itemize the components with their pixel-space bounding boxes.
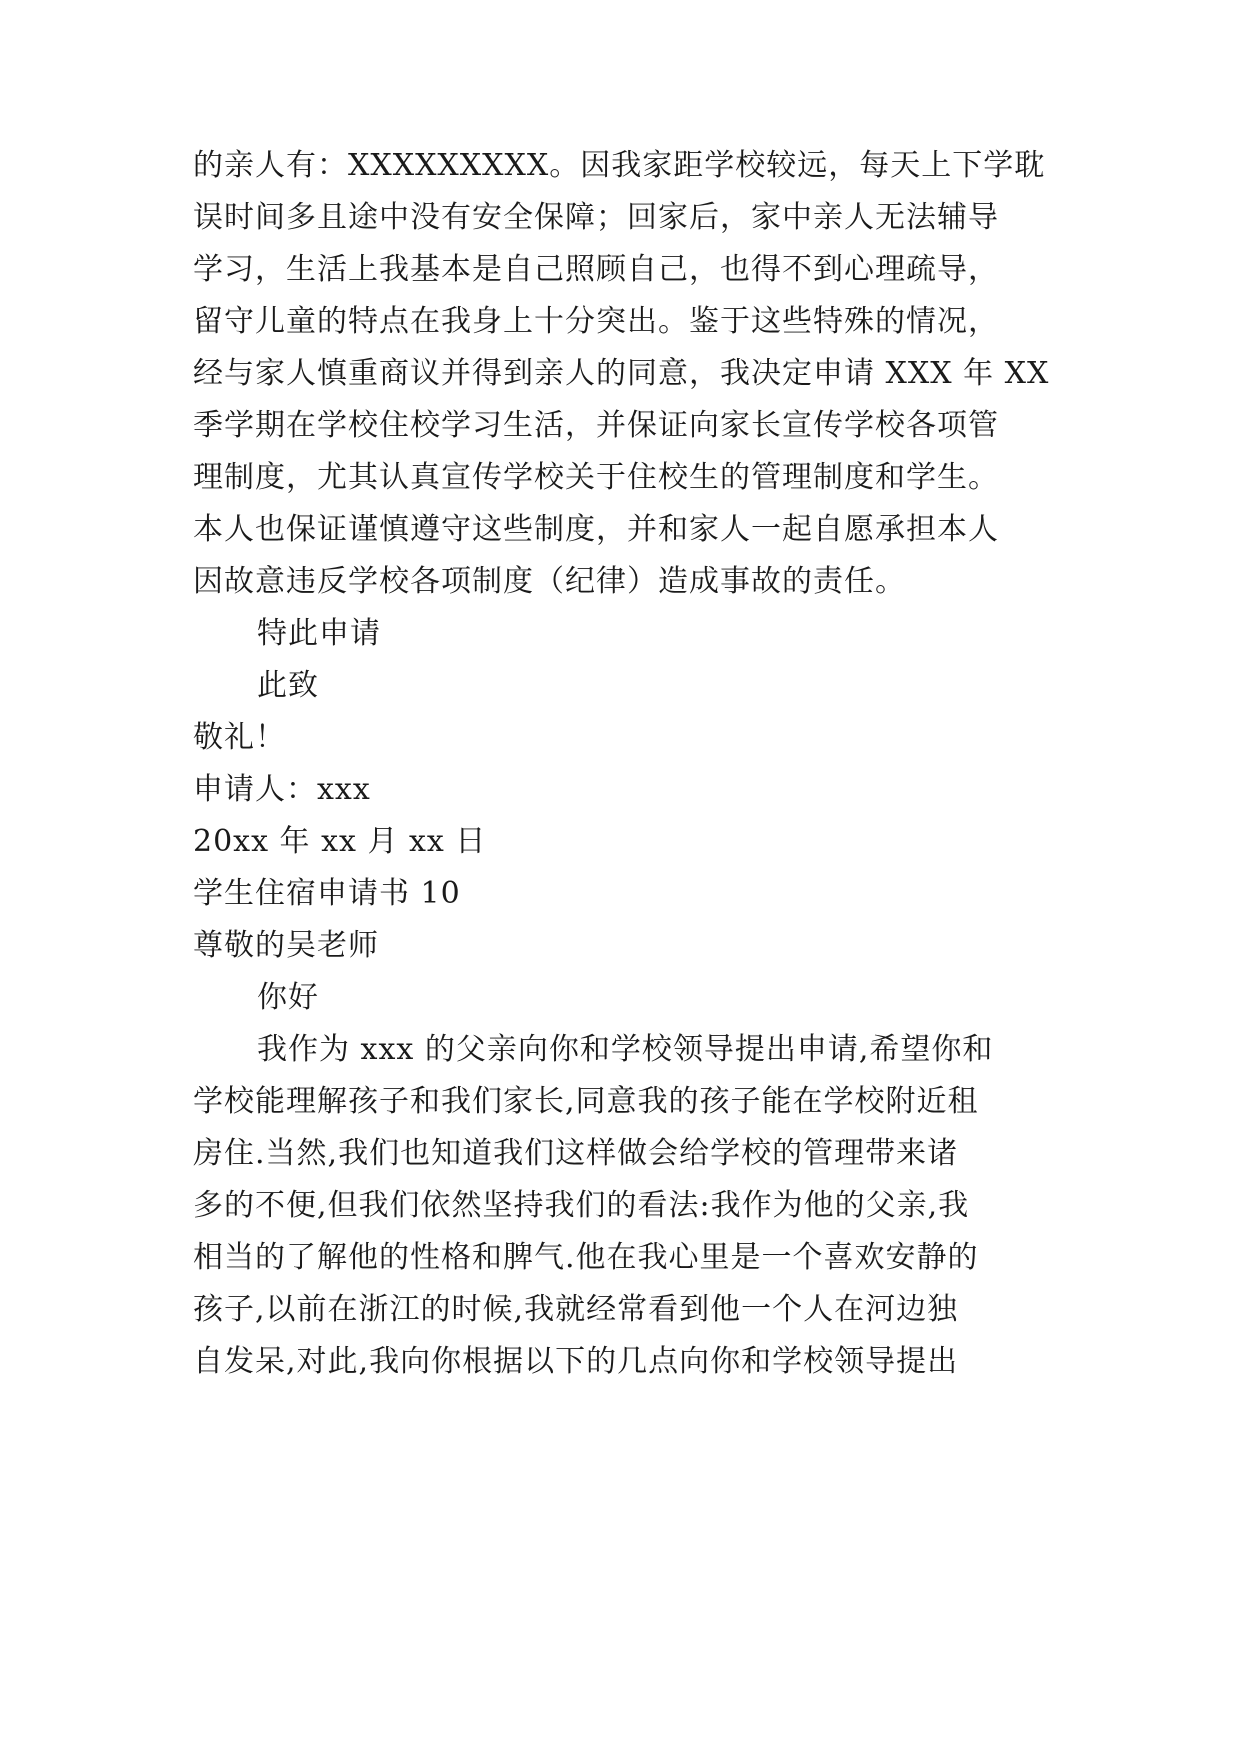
paragraph2-line-7: 自发呆,对此,我向你根据以下的几点向你和学校领导提出 [193, 1344, 959, 1379]
paragraph1-line-7: 理制度，尤其认真宣传学校关于住校生的管理制度和学生。 [193, 460, 999, 495]
closing-request: 特此申请 [257, 616, 381, 651]
paragraph1-line-9: 因故意违反学校各项制度（纪律）造成事故的责任。 [193, 564, 906, 599]
applicant-signature: 申请人：xxx [193, 772, 371, 807]
closing-salute: 敬礼！ [193, 720, 286, 755]
paragraph2-line-5: 相当的了解他的性格和脾气.他在我心里是一个喜欢安静的 [193, 1240, 979, 1275]
section-title: 学生住宿申请书 10 [193, 876, 461, 911]
paragraph1-line-6: 季学期在学校住校学习生活，并保证向家长宣传学校各项管 [193, 408, 999, 443]
paragraph2-line-4: 多的不便,但我们依然坚持我们的看法:我作为他的父亲,我 [193, 1188, 970, 1223]
closing-to: 此致 [257, 668, 319, 703]
paragraph1-line-8: 本人也保证谨慎遵守这些制度，并和家人一起自愿承担本人 [193, 512, 999, 547]
paragraph1-line-2: 误时间多且途中没有安全保障；回家后，家中亲人无法辅导 [193, 200, 999, 235]
paragraph1-line-3: 学习，生活上我基本是自己照顾自己，也得不到心理疏导， [193, 252, 999, 287]
paragraph2-line-2: 学校能理解孩子和我们家长,同意我的孩子能在学校附近租 [193, 1084, 979, 1119]
application-date: 20xx 年 xx 月 xx 日 [193, 824, 487, 859]
paragraph1-line-4: 留守儿童的特点在我身上十分突出。鉴于这些特殊的情况， [193, 304, 999, 339]
paragraph2-line-6: 孩子,以前在浙江的时候,我就经常看到他一个人在河边独 [193, 1292, 959, 1327]
paragraph2-line-1: 我作为 xxx 的父亲向你和学校领导提出申请,希望你和 [257, 1032, 994, 1067]
paragraph2-line-3: 房住.当然,我们也知道我们这样做会给学校的管理带来诸 [193, 1136, 959, 1171]
paragraph1-line-1: 的亲人有：XXXXXXXXX。因我家距学校较远，每天上下学耽 [193, 148, 1046, 183]
greeting-recipient: 尊敬的吴老师 [193, 928, 379, 963]
paragraph1-line-5: 经与家人慎重商议并得到亲人的同意，我决定申请 XXX 年 XX [193, 356, 1050, 391]
greeting-hello: 你好 [257, 980, 319, 1015]
